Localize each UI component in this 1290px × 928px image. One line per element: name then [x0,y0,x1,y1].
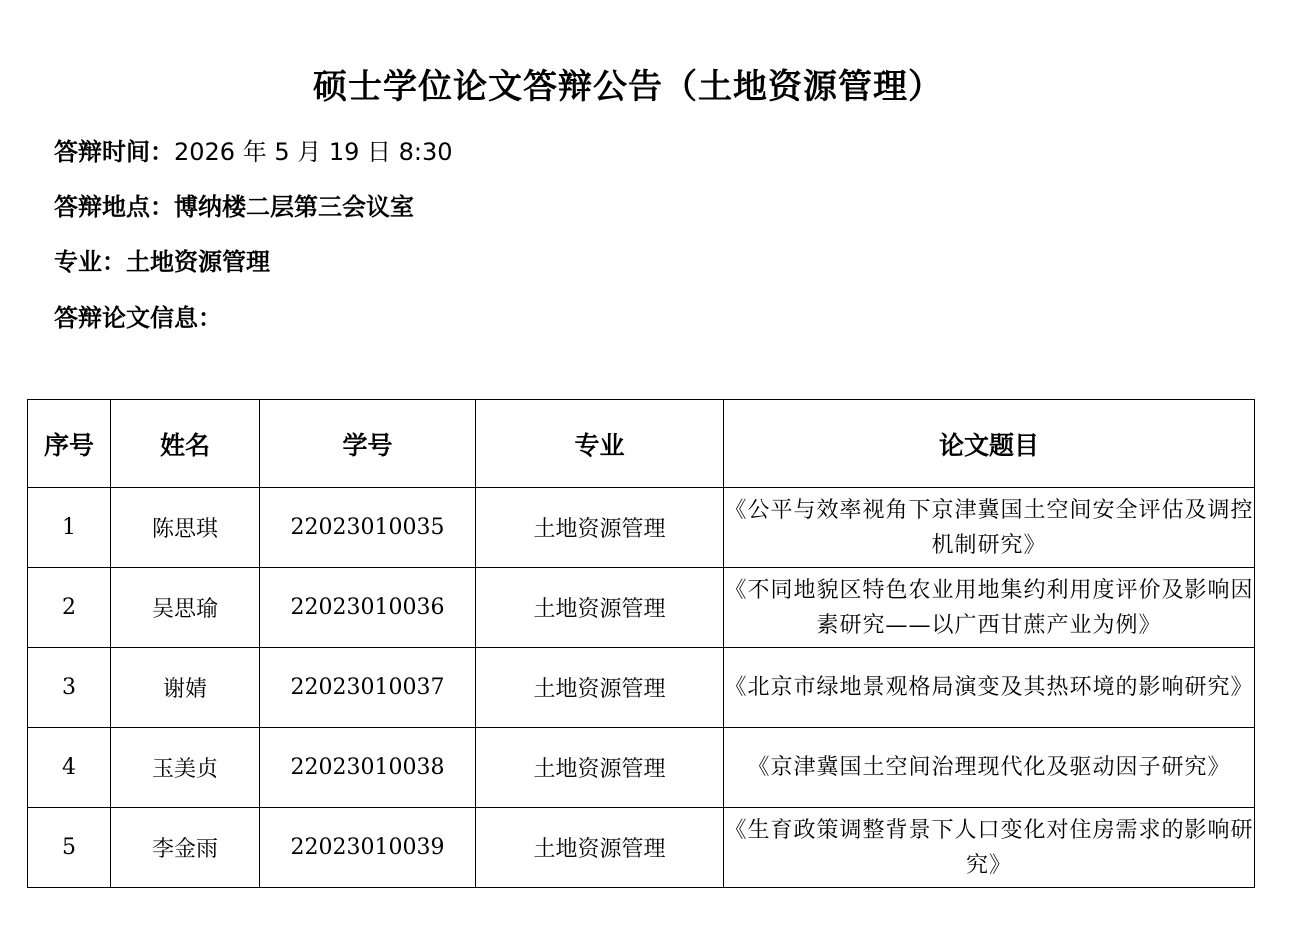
row-thesis-title: 《生育政策调整背景下人口变化对住房需求的影响研究》 [724,808,1255,888]
row-name: 李金雨 [111,808,260,888]
defense-major [54,245,270,279]
row-thesis-title: 《公平与效率视角下京津冀国土空间安全评估及调控机制研究》 [724,488,1255,568]
defense-major-value: 土地资源管理 [126,248,270,276]
row-major: 土地资源管理 [476,488,724,568]
row-major: 土地资源管理 [476,808,724,888]
header-name: 姓名 [111,400,260,488]
defense-place-value: 博纳楼二层第三会议室 [174,193,414,221]
table-header-row [28,400,1255,488]
row-no: 5 [28,808,111,888]
row-name: 陈思琪 [111,488,260,568]
row-no: 4 [28,728,111,808]
page-title: 硕士学位论文答辩公告（土地资源管理） [313,67,943,107]
row-student-id: 22023010039 [260,808,476,888]
header-student-id: 学号 [260,400,476,488]
header-major: 专业 [476,400,724,488]
row-major: 土地资源管理 [476,568,724,648]
row-student-id: 22023010037 [260,648,476,728]
row-major: 土地资源管理 [476,648,724,728]
table-row [28,728,1255,808]
row-major: 土地资源管理 [476,728,724,808]
row-student-id: 22023010035 [260,488,476,568]
header-thesis-title: 论文题目 [724,400,1255,488]
header-no: 序号 [28,400,111,488]
defense-time-value: 2026 年 5 月 19 日 8:30 [174,138,453,166]
row-name: 谢婧 [111,648,260,728]
row-no: 3 [28,648,111,728]
defense-time-label: 答辩时间： [54,138,174,166]
row-student-id: 22023010038 [260,728,476,808]
table-row [28,808,1255,888]
row-name: 玉美贞 [111,728,260,808]
defense-time [54,135,453,169]
row-name: 吴思瑜 [111,568,260,648]
defense-major-label: 专业： [54,248,126,276]
table-row [28,488,1255,568]
row-no: 2 [28,568,111,648]
row-thesis-title: 《京津冀国土空间治理现代化及驱动因子研究》 [724,728,1255,808]
defense-table [27,399,1255,888]
row-student-id: 22023010036 [260,568,476,648]
table-row [28,568,1255,648]
table-row [28,648,1255,728]
defense-place [54,190,414,224]
row-thesis-title: 《北京市绿地景观格局演变及其热环境的影响研究》 [724,648,1255,728]
defense-place-label: 答辩地点： [54,193,174,221]
thesis-info-heading: 答辩论文信息： [54,304,222,332]
row-no: 1 [28,488,111,568]
row-thesis-title: 《不同地貌区特色农业用地集约利用度评价及影响因素研究——以广西甘蔗产业为例》 [724,568,1255,648]
